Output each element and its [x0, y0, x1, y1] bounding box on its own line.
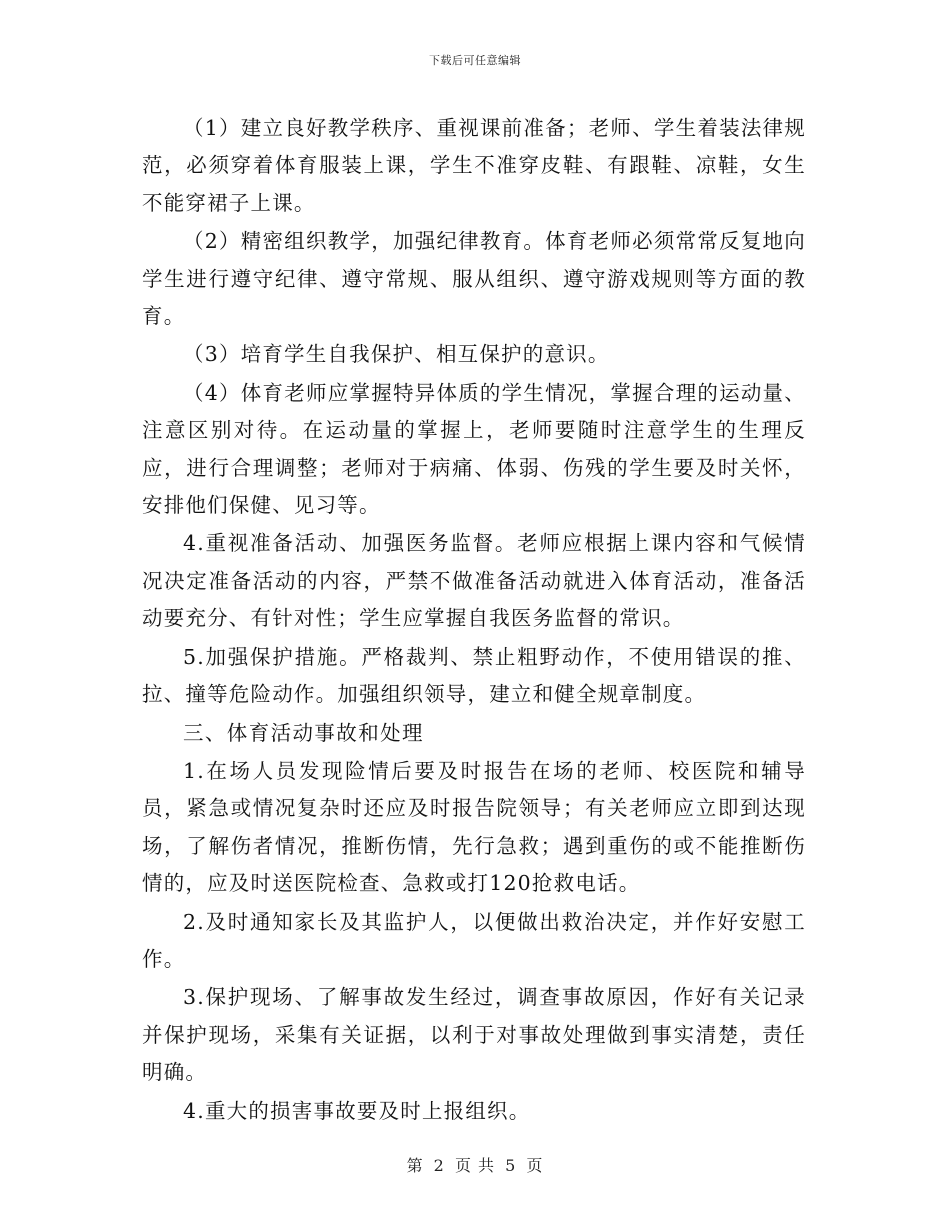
footer-middle: 页 共	[454, 1156, 496, 1175]
footer-total-pages: 5	[505, 1156, 517, 1175]
footer-current-page: 2	[433, 1156, 445, 1175]
paragraph-step-4: 4.重大的损害事故要及时上报组织。	[183, 1098, 531, 1123]
paragraph-step-2: 2.及时通知家长及其监护人，以便做出救治决定，并作好安慰工作。	[142, 909, 806, 971]
paragraph-item-2: （2）精密组织教学，加强纪律教育。体育老师必须常常反复地向学生进行遵守纪律、遵守常规、服从组织、遵守游戏规则等方面的教育。	[142, 229, 806, 329]
paragraph-step-3: 3.保护现场、了解事故发生经过，调查事故原因，作好有关记录并保护现场，采集有关证据，以利于对事故处理做到事实清楚，责任明确。	[142, 985, 806, 1085]
footer-suffix: 页	[526, 1156, 544, 1175]
page-header: 下载后可任意编辑	[429, 54, 521, 67]
section-heading: 三、体育活动事故和处理	[183, 720, 424, 745]
paragraph-point-5: 5.加强保护措施。严格裁判、禁止粗野动作，不使用错误的推、拉、撞等危险动作。加强组织领导，建立和健全规章制度。	[142, 644, 806, 707]
paragraph-item-3: （3）培育学生自我保护、相互保护的意识。	[183, 342, 610, 367]
paragraph-item-1: （1）建立良好教学秩序、重视课前准备；老师、学生着装法律规范，必须穿着体育服装上课，学生不准穿皮鞋、有跟鞋、凉鞋，女生不能穿裙子上课。	[142, 116, 806, 215]
paragraph-point-4: 4.重视准备活动、加强医务监督。老师应根据上课内容和气候情况决定准备活动的内容，严禁不做准备活动就进入体育活动，准备活动要充分、有针对性；学生应掌握自我医务监督的常识。	[142, 531, 806, 631]
page-footer	[0, 1153, 950, 1176]
paragraph-step-1: 1.在场人员发现险情后要及时报告在场的老师、校医院和辅导员，紧急或情况复杂时还应及时报告院领导；有关老师应立即到达现场，了解伤者情况，推断伤情，先行急救；遇到重伤的或不能推断伤情的，应及时送医院检查、急救或打120抢救电话。	[142, 758, 806, 896]
paragraph-item-4: （4）体育老师应掌握特异体质的学生情况，掌握合理的运动量、注意区别对待。在运动量的掌握上，老师要随时注意学生的生理反应，进行合理调整；老师对于病痛、体弱、伤残的学生要及时关怀，安排他们保健、见习等。	[142, 380, 806, 518]
footer-prefix: 第	[406, 1156, 424, 1175]
document-body	[142, 110, 806, 1131]
